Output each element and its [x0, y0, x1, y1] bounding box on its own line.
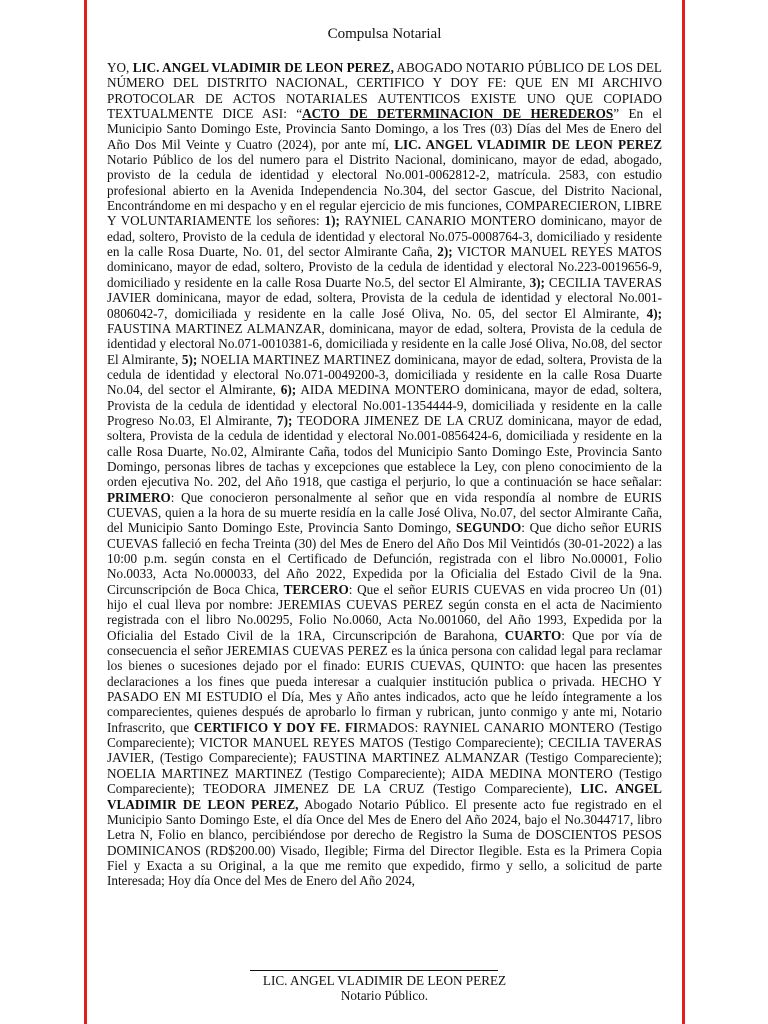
bold-text-segment: 3); [529, 274, 545, 290]
underlined-title-segment: ACTO DE DETERMINACION DE HEREDEROS [302, 106, 614, 122]
text-segment: ABOGADO NOTARIO PÚBLICO DE LOS DEL NÚMERO DEL DISTRITO NACIONAL, CERTIFICO Y DOY FE: QUE EN MI ARCHIVO PROTOCOLAR DE ACTOS NOTARIALES AUTENTICOS EXISTE UNO QUE COPIADO TEXTUALMENTE DICE ASI: “ [107, 60, 662, 122]
bold-text-segment: LIC. ANGEL VLADIMIR DE LEON PEREZ [394, 136, 662, 152]
text-segment: CECILIA TAVERAS JAVIER dominicana, mayor de edad, soltera, Provista de la cedula de identidad y electoral No.001-0806042-7, domiciliada y residente en la calle José Oliva, No. 05, del sector El Almirante, [107, 274, 662, 321]
text-segment: ” En el Municipio Santo Domingo Este, Provincia Santo Domingo, a los Tres (03) Días del Mes de Enero del Año Dos Mil Veinte y Cuatro (2024), por ante mí, [107, 106, 662, 152]
text-segment: YO, [107, 60, 133, 75]
bold-text-segment: 6); [280, 382, 297, 398]
text-segment: FAUSTINA MARTINEZ ALMANZAR, dominicana, mayor de edad, soltera, Provista de la cedula de identidad y electoral No.071-0010381-6, domiciliada y residente en la calle José Oliva, No.08, del sector El Almirante, [107, 320, 662, 367]
text-segment: Abogado Notario Público. El presente acto fue registrado en el Municipio Santo Domingo Este, el día Once del Mes de Enero del Año 2024, bajo el No.3044717, libro Letra N, Folio en blanco, percibiéndose por derecho de Registro la Suma de DOSCIENTOS PESOS DOMINICANOS (RD$200.00) Visado, Ilegible; Firma del Director Ilegible. Esta es la Primera Copia Fiel y Exacta a su Original, a la que me remito que expedido, firmo y sello, a solicitud de parte Interesada; Hoy día Once del Mes de Enero del Año 2024, [107, 796, 662, 889]
text-segment: RMADOS: RAYNIEL CANARIO MONTERO (Testigo Compareciente); VICTOR MANUEL REYES MATOS (Testigo Compareciente); CECILIA TAVERAS JAVIER, (Testigo Compareciente); FAUSTINA MARTINEZ ALMANZAR (Testigo Compareciente); NOELIA MARTINEZ MARTINEZ (Testigo Compareciente); AIDA MEDINA MONTERO (Testigo Compareciente); TEODORA JIMENEZ DE LA CRUZ (Testigo Compareciente), [107, 719, 662, 797]
text-segment: RAYNIEL CANARIO MONTERO dominicano, mayor de edad, soltero, Provisto de la cedula de identidad y electoral No.075-0008764-3, domiciliado y residente en la calle Rosa Duarte, No. 01, del sector Almirante Caña, [107, 213, 662, 260]
bold-text-segment: 2); [437, 244, 453, 260]
left-margin-rule [84, 0, 87, 1024]
bold-text-segment: CUARTO [504, 627, 562, 643]
bold-text-segment: LIC. ANGEL VLADIMIR DE LEON PEREZ, [132, 60, 394, 75]
document-page [107, 26, 662, 889]
signature-line [250, 970, 498, 971]
signature-role: Notario Público. [340, 988, 429, 1003]
bold-text-segment: SEGUNDO [455, 520, 522, 536]
text-segment: NOELIA MARTINEZ MARTINEZ dominicana, mayor de edad, soltera, Provista de la cedula de identidad y electoral No.071-0049200-3, domiciliada y residente en la calle Rosa Duarte No.04, del sector el Almirante, [107, 351, 662, 398]
text-segment: Notario Público de los del numero para el Distrito Nacional, dominicano, mayor de edad, abogado, provisto de la cedula de identidad y electoral No.001-0062812-2, matrícula. 2583, con estudio profesional abierto en la Avenida Independencia No.304, del sector Gascue, del Distrito Nacional, Encontrándome en mi despacho y en el regular ejercicio de mis funciones, COMPARECIERON, LIBRE Y VOLUNTARIAMENTE los señores: [107, 152, 662, 229]
text-segment: VICTOR MANUEL REYES MATOS dominicano, mayor de edad, soltero, Provisto de la cedula de identidad y electoral No.223-0019656-9, domiciliado y residente en la calle Rosa Duarte No.5, del sector El Almirante, [107, 244, 662, 290]
signature-name: LIC. ANGEL VLADIMIR DE LEON PEREZ [262, 973, 507, 988]
text-segment: TEODORA JIMENEZ DE LA CRUZ dominicana, mayor de edad, soltera, Provista de la cedula de identidad y electoral No.001-0856424-6, domiciliada y residente en la calle Rosa Duarte, No.02, Almirante Caña, todos del Municipio Santo Domingo Este, Provincia Santo Domingo, personas libres de tachas y excepciones que establece la Ley, con pleno conocimiento de la orden ejecutiva No. 202, del Año 1918, que castiga el perjurio, lo que a continuación se hace señalar: [107, 412, 662, 490]
bold-text-segment: 7); [277, 412, 293, 428]
bold-text-segment: 1); [324, 213, 340, 229]
bold-text-segment: CERTIFICO Y DOY FE. FI [193, 719, 359, 735]
right-margin-rule [682, 0, 685, 1024]
document-title: Compulsa Notarial [327, 26, 442, 42]
text-segment: : Que por vía de consecuencia el señor JEREMIAS CUEVAS PEREZ es la única persona con calidad legal para reclamar los bienes o sucesiones dejado por el finado: EURIS CUEVAS, QUINTO: que hacen las presentes declaraciones a los fines que pueda interesar a cualquier institución publica o privada. HECHO Y PASADO EN MI ESTUDIO el Día, Mes y Año antes indicados, acto que he leído íntegramente a los comparecientes, quienes después de aprobarlo lo firman y rubrican, junto conmigo y ante mi, Notario Infrascrito, que [107, 627, 662, 735]
bold-text-segment: TERCERO [283, 581, 349, 597]
text-segment: : Que conocieron personalmente al señor que en vida respondía al nombre de EURIS CUEVAS, quien a la hora de su muerte residía en la calle José Oliva, No.07, del sector Almirante Caña, del Municipio Santo Domingo Este, Provincia Santo Domingo, [107, 489, 662, 536]
bold-text-segment: LIC. ANGEL VLADIMIR DE LEON PEREZ, [107, 781, 662, 812]
text-segment: AIDA MEDINA MONTERO dominicana, mayor de edad, soltera, Provista de la cedula de identidad y electoral No.001-1354444-9, domiciliada y residente en la calle Progreso No.03, El Almirante, [107, 382, 662, 428]
text-segment: : Que dicho señor EURIS CUEVAS falleció en fecha Treinta (30) del Mes de Enero del Año Dos Mil Veintidós (30-01-2022) a las 10:00 p.m. según consta en el Certificado de Defunción, registrada con el libro No.00001, Folio No.0033, Acta No.000033, del Año 2022, Expedida por la Oficialia del Estado Civil de la 9na. Circunscripción de Boca Chica, [107, 520, 662, 597]
bold-text-segment: 5); [181, 351, 198, 367]
bold-text-segment: 4); [646, 305, 662, 321]
bold-text-segment: PRIMERO [107, 489, 171, 505]
document-body [107, 60, 662, 889]
text-segment: : Que el señor EURIS CUEVAS en vida procreo Un (01) hijo el cual lleva por nombre: JEREMIAS CUEVAS PEREZ según consta en el acta de Nacimiento registrada con el libro No.00295, Folio No.0060, Acta No.001060, del Año 1993, Expedida por la Oficialia del Estado Civil de la 1RA, Circunscripción de Barahona, [107, 581, 662, 643]
